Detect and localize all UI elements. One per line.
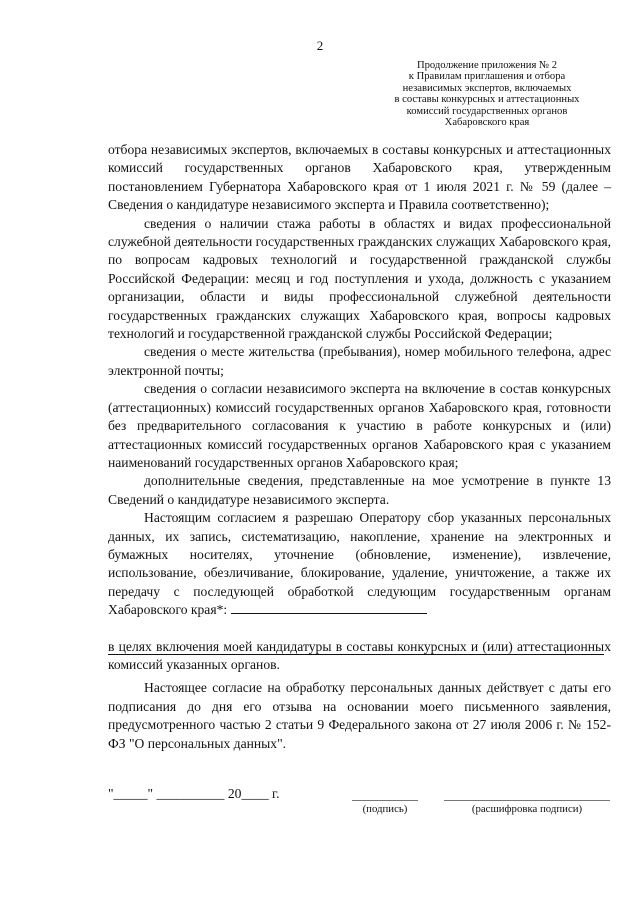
signature-decoding-label: (расшифровка подписи) [471,803,583,815]
paragraph: дополнительные сведения, представленные на мое усмотрение в пункте 13 Сведений о кандидатуре независимого эксперта. [108,473,611,507]
appendix-line: Продолжение приложения № 2 [416,60,558,71]
paragraph: сведения о наличии стажа работы в областях и видах профессиональной служебной деятельности государственных гражданских служащих Хабаровского края, по вопросам кадровых технологий и государственной гражданской службы Российской Федерации: месяц и год поступления и ухода, должность с указанием организации, области и виды профессиональной служебной деятельности государственных гражданских служащих Хабаровского края, вопросы кадровых технологий и государственной гражданской службы Российской Федерации; [108,215,611,342]
page-number: 2 [316,38,324,53]
appendix-line: в составы конкурсных и аттестационных [394,94,580,106]
appendix-line: независимых экспертов, включаемых [402,82,572,94]
paragraph: сведения о месте жительства (пребывания), номер мобильного телефона, адрес электронной почты; [108,344,611,378]
paragraph: сведения о согласии независимого эксперта на включение в состав конкурсных (аттестационных) комиссий государственных органов Хабаровского края, готовности без предварительного согласования к участию в работе конкурсных и (или) аттестационных комиссий государственных органов Хабаровского края с указанием наименований государственных органов Хабаровского края; [108,381,611,470]
paragraph: Настоящее согласие на обработку персональных данных действует с даты его подписания до дня его отзыва на основании моего письменного заявления, предусмотренного частью 2 статьи 9 Федерального закона от 27 июля 2006 г. № 152-ФЗ "О персональных данных". [108,680,611,751]
signature-label: (подпись) [362,803,408,815]
paragraph: в целях включения моей кандидатуры в составы конкурсных и (или) аттестационных комиссий указанных органов. [108,638,611,672]
consent-text: Настоящим согласием я разрешаю Оператору сбор указанных персональных данных, их запись, систематизацию, накопление, хранение на электронных и бумажных носителях, уточнение (обновление, изменение), извлечение, использование, обезличивание, блокирование, удаление, уничтожение, а также их передачу с последующей обработкой следующим государственным органам Хабаровского края*: [108,510,611,618]
document-body [108,141,611,753]
signature-line[interactable] [352,800,418,801]
paragraph: отбора независимых экспертов, включаемых в составы конкурсных и аттестационных комиссий государственных органов Хабаровского края, утвержденным постановлением Губернатора Хабаровского края от 1 июля 2021 г. № 59 (далее – Сведения о кандидатуре независимого эксперта и Правила соответственно); [108,142,611,213]
consent-paragraph [108,509,611,619]
appendix-line: Хабаровского края [444,117,530,129]
state-bodies-field[interactable] [231,601,427,614]
date-field[interactable]: "_____" __________ 20____ г. [108,786,280,801]
signature-decoding-line[interactable] [444,800,610,801]
appendix-header [372,60,602,128]
appendix-line: к Правилам приглашения и отбора [408,71,566,83]
state-bodies-field-continuation[interactable] [108,654,604,655]
appendix-line: комиссий государственных органов [406,105,568,117]
